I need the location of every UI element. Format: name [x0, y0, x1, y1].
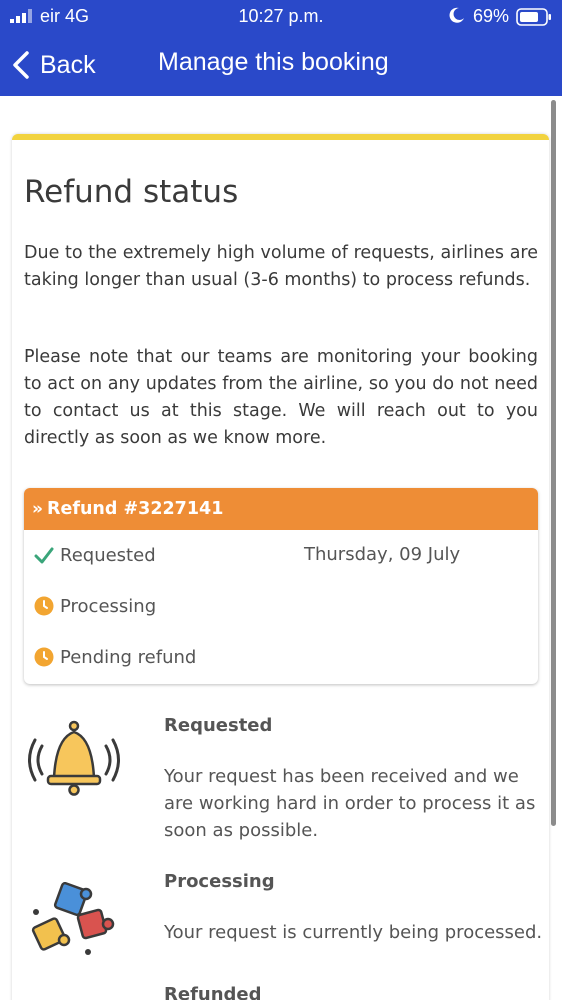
- back-button[interactable]: [10, 48, 96, 82]
- info-paragraph-monitoring: Please note that our teams are monitoring your booking to act on any updates from the airline, so you do not need to contact us at this stage. We will reach out to you directly as soon as we know more.: [24, 347, 538, 448]
- legend-desc-requested: Your request has been received and we are working hard in order to process it as soon as possible.: [164, 766, 536, 841]
- card-title: Refund status: [24, 174, 239, 210]
- legend-desc-processing: Your request is currently being processed.: [164, 922, 543, 943]
- step-label: Processing: [60, 595, 157, 617]
- page-title: Manage this booking: [158, 48, 389, 76]
- battery-percent: 69%: [473, 6, 510, 26]
- carrier-label: eir 4G: [40, 6, 90, 26]
- legend-title-requested: Requested: [164, 715, 273, 736]
- nav-bar: [0, 34, 562, 96]
- refund-number: Refund #3227141: [46, 499, 224, 519]
- check-icon: [34, 545, 54, 565]
- step-pending-refund: [34, 644, 196, 670]
- status-bar: [0, 0, 562, 34]
- chevron-left-icon: [10, 50, 32, 80]
- step-requested: [34, 542, 156, 568]
- clock-icon: [34, 647, 54, 667]
- back-label: Back: [40, 50, 96, 79]
- top-bar: [0, 0, 562, 96]
- battery-icon: [516, 8, 552, 26]
- double-chevron-icon: »: [32, 499, 43, 519]
- clock-icon: [34, 596, 54, 616]
- step-processing: [34, 593, 156, 619]
- legend-title-refunded: Refunded: [164, 984, 262, 1000]
- refund-status-card: [12, 134, 549, 1000]
- info-paragraph-delay: Due to the extremely high volume of requests, airlines are taking longer than usual (3-6 months) to process refunds.: [24, 243, 538, 290]
- puzzle-icon: [28, 882, 118, 960]
- scrollbar[interactable]: [551, 100, 556, 826]
- refund-header[interactable]: [24, 488, 538, 530]
- bell-icon: [24, 718, 124, 798]
- moon-icon: [448, 6, 466, 24]
- status-time: 10:27 p.m.: [238, 6, 324, 26]
- refund-tracker: [24, 488, 538, 684]
- step-date: Thursday, 09 July: [304, 544, 461, 565]
- step-label: Pending refund: [60, 646, 197, 668]
- step-label: Requested: [60, 544, 156, 566]
- legend-title-processing: Processing: [164, 871, 275, 892]
